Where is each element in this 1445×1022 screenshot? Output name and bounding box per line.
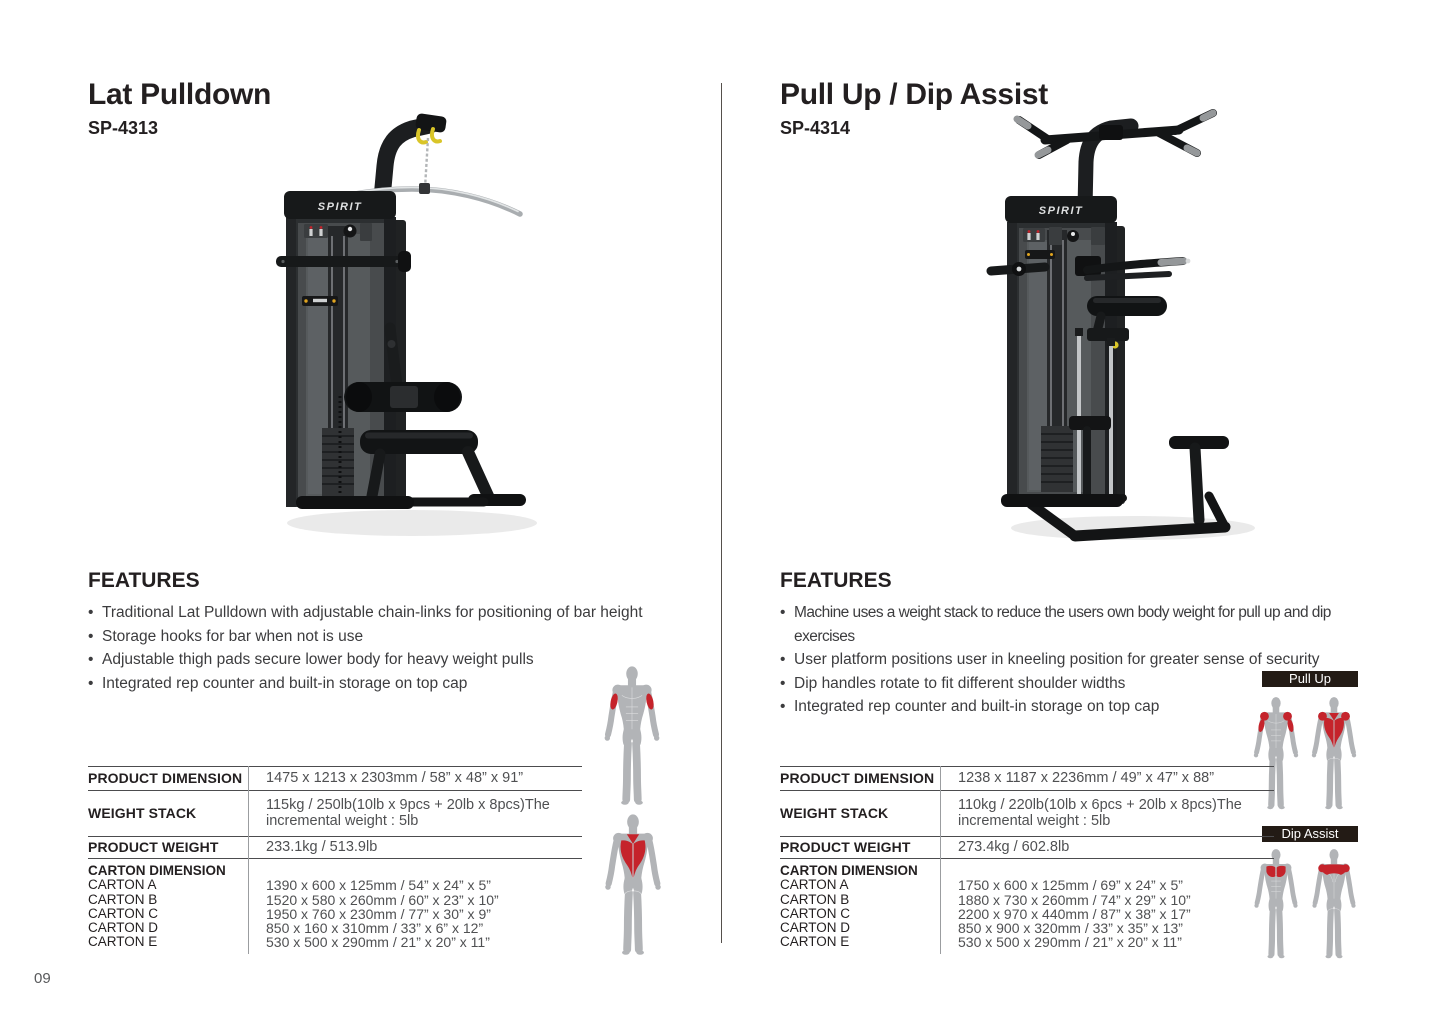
carton-label: CARTON A	[88, 877, 157, 893]
feature-item: • User platform positions user in kneeling position for greater sense of security	[780, 648, 1380, 672]
muscle-figure-back	[1306, 848, 1362, 960]
carton-values	[248, 864, 582, 950]
model-number-left: SP-4313	[88, 118, 159, 138]
carton-value: 530 x 500 x 290mm / 21” x 20” x 11”	[958, 934, 1182, 951]
page-title-left: Lat Pulldown	[88, 78, 272, 111]
table-row	[88, 836, 582, 859]
carton-value: 850 x 900 x 320mm / 33” x 35” x 13”	[958, 920, 1183, 937]
bullet: •	[88, 674, 94, 692]
carton-labels	[88, 864, 248, 950]
feature-item: • Adjustable thigh pads secure lower body for heavy weight pulls	[88, 648, 708, 672]
carton-label: CARTON E	[88, 934, 158, 950]
spec-value: 1238 x 1187 x 2236mm / 49” x 47” x 88”	[958, 770, 1215, 787]
table-row	[780, 766, 1274, 790]
bullet: •	[780, 674, 786, 692]
feature-item: • Integrated rep counter and built-in storage on top cap	[780, 695, 1380, 719]
product-image-lat-pulldown	[272, 96, 548, 544]
page-title-right: Pull Up / Dip Assist	[780, 78, 1048, 111]
feature-item: • Machine uses a weight stack to reduce the users own body weight for pull up and dip exercises	[780, 601, 1380, 648]
carton-heading: CARTON DIMENSION	[88, 863, 226, 878]
bullet: •	[780, 651, 786, 669]
carton-section	[780, 858, 1274, 954]
carton-section	[88, 858, 582, 954]
muscle-figure-front	[596, 665, 668, 807]
table-row	[780, 836, 1274, 859]
spec-value: 115kg / 250lb(10lb x 9pcs + 20lb x 8pcs)The incremental weight : 5lb	[266, 797, 550, 829]
carton-value: 530 x 500 x 290mm / 21” x 20” x 11”	[266, 934, 490, 951]
table-column-divider	[940, 766, 941, 954]
carton-label: CARTON D	[780, 920, 851, 936]
feature-item: • Dip handles rotate to fit different shoulder widths	[780, 672, 1380, 696]
brand-logo: SPIRIT	[1038, 205, 1084, 217]
muscle-figure-back	[1306, 696, 1362, 811]
spec-value: 110kg / 220lb(10lb x 6pcs + 20lb x 8pcs)The incremental weight : 5lb	[958, 797, 1242, 829]
spec-value: 1475 x 1213 x 2303mm / 58” x 48” x 91”	[266, 770, 524, 787]
carton-label: CARTON A	[780, 877, 849, 893]
bullet: •	[88, 604, 94, 621]
table-column-divider	[248, 766, 249, 954]
table-row	[780, 790, 1274, 836]
spec-label: WEIGHT STACK	[88, 805, 197, 821]
muscle-group-label-pull-up: Pull Up	[1262, 671, 1358, 687]
carton-value: 1880 x 730 x 260mm / 74” x 29” x 10”	[958, 891, 1191, 908]
feature-item: • Traditional Lat Pulldown with adjustable chain-links for positioning of bar height	[88, 601, 708, 625]
muscle-figure-back	[596, 813, 670, 957]
column-divider	[721, 83, 722, 943]
feature-item: • Storage hooks for bar when not is use	[88, 625, 708, 649]
spec-table-left	[88, 766, 582, 954]
table-row	[88, 766, 582, 790]
spec-label: PRODUCT WEIGHT	[88, 839, 219, 856]
carton-label: CARTON B	[88, 891, 158, 907]
carton-label: CARTON E	[780, 934, 850, 950]
carton-value: 1750 x 600 x 125mm / 69” x 24” x 5”	[958, 877, 1183, 894]
spec-value: 233.1kg / 513.9lb	[266, 839, 378, 856]
carton-value: 2200 x 970 x 440mm / 87” x 38” x 17”	[958, 905, 1191, 922]
product-image-pull-up-dip-assist	[983, 100, 1255, 546]
features-heading-right: FEATURES	[780, 569, 892, 592]
carton-value: 1390 x 600 x 125mm / 54” x 24” x 5”	[266, 877, 491, 894]
spec-label: PRODUCT WEIGHT	[780, 839, 911, 856]
brand-logo: SPIRIT	[317, 201, 363, 213]
bullet: •	[780, 604, 786, 621]
bullet: •	[88, 627, 94, 645]
page-number: 09	[34, 970, 51, 987]
spec-label: PRODUCT DIMENSION	[88, 770, 243, 787]
table-row	[88, 790, 582, 836]
carton-value: 1520 x 580 x 260mm / 60” x 23” x 10”	[266, 891, 499, 908]
carton-value: 850 x 160 x 310mm / 33” x 6” x 12”	[266, 920, 484, 937]
spec-label: PRODUCT DIMENSION	[780, 770, 935, 787]
model-number-right: SP-4314	[780, 118, 851, 138]
carton-label: CARTON C	[88, 905, 159, 921]
spec-table-right	[780, 766, 1274, 954]
carton-label: CARTON C	[780, 905, 851, 921]
carton-labels	[780, 864, 940, 950]
muscle-group-label-dip-assist: Dip Assist	[1262, 826, 1358, 842]
features-heading-left: FEATURES	[88, 569, 200, 592]
spec-label: WEIGHT STACK	[780, 805, 889, 821]
carton-label: CARTON D	[88, 920, 159, 936]
bullet: •	[780, 698, 786, 716]
bullet: •	[88, 651, 94, 669]
carton-values	[940, 864, 1274, 950]
carton-heading: CARTON DIMENSION	[780, 863, 918, 878]
feature-item: • Integrated rep counter and built-in storage on top cap	[88, 672, 708, 696]
carton-label: CARTON B	[780, 891, 850, 907]
carton-value: 1950 x 760 x 230mm / 77” x 30” x 9”	[266, 905, 491, 922]
spec-value: 273.4kg / 602.8lb	[958, 839, 1070, 856]
